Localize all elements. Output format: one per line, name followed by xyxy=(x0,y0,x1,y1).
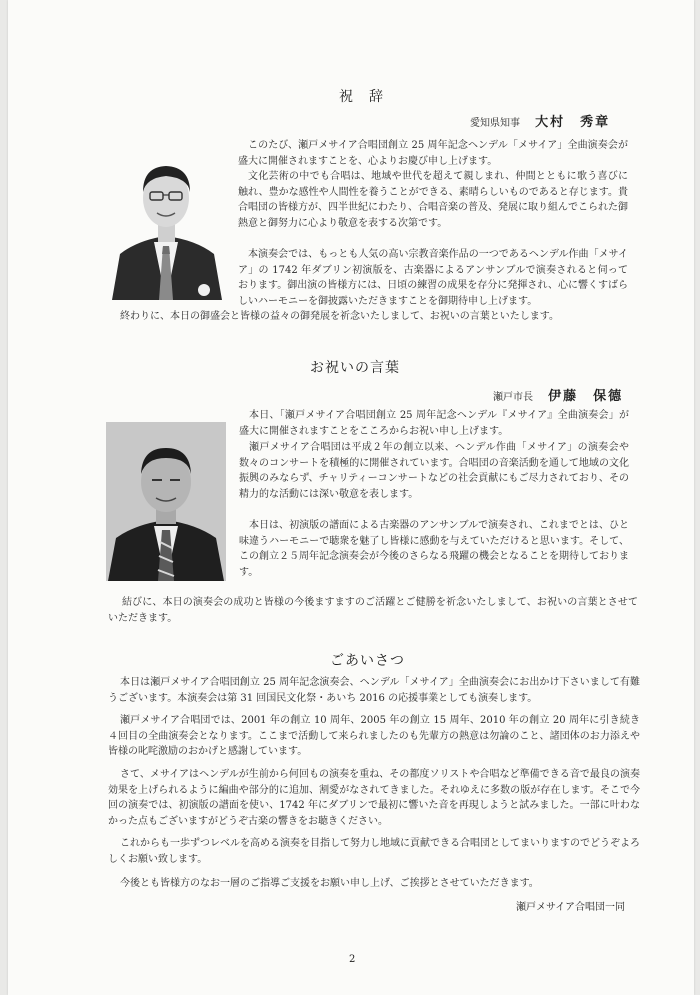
section3-paragraph-5: 今後とも皆様方のなお一層のご指導ご支援をお願い申し上げ、ご挨拶とさせていただきます。 xyxy=(120,878,539,889)
section2-name: 伊藤 保德 xyxy=(548,389,624,404)
section1-heading: 祝 辞 xyxy=(339,89,384,105)
section2-byline xyxy=(493,385,623,404)
section2-heading: お祝いの言葉 xyxy=(310,360,400,376)
section2-paragraph-1: 本日、「瀬戸メサイア合唱団創立 25 周年記念ヘンデル『メサイア』全曲演奏会」が盛大に開催されますことをこころからお祝い申し上げます。 xyxy=(239,410,629,437)
section3-paragraph-2: 瀬戸メサイア合唱団では、2001 年の創立 10 周年、2005 年の創立 15 周年、2010 年の創立 20 周年に引き続き４回目の全曲演奏会となります。ここまで活動して来られましたのも先輩方の熱意は勿論のこと、諸団体のお力添えや皆様の叱咤激励のおかげと感謝しています。 xyxy=(108,715,640,757)
section3-heading: ごあいさつ xyxy=(330,653,405,669)
page-number: 2 xyxy=(349,954,356,965)
section1-byline xyxy=(470,111,610,130)
governor-photo xyxy=(108,150,226,300)
section1-paragraph-3: 本演奏会では、もっとも人気の高い宗教音楽作品の一つであるヘンデル作曲「メサイア」の 1742 年ダブリン初演版を、古楽器によるアンサンブルで演奏されると伺っております。御出演の皆様方には、日頃の練習の成果を存分に発揮され、心に響くすばらしいハーモニーを御披露いただきますことを御期待申し上げます。 xyxy=(238,249,628,307)
section3-paragraph-3: さて、メサイアはヘンデルが生前から何回もの演奏を重ね、その都度ソリストや合唱など準備できる音で最良の演奏効果を上げられるように編曲や部分的に追加、割愛がなされてきました。それゆえに多数の版が存在します。そこで今回の演奏では、初演版の譜面を使い、1742 年にダブリンで最初に響いた音を再現しようと試みました。一部に叶わなかった点もございますがどうぞ古楽の響きをお聴きください。 xyxy=(108,769,640,827)
section1-paragraph-4: 終わりに、本日の御盛会と皆様の益々の御発展を祈念いたしまして、お祝いの言葉といたします。 xyxy=(120,311,559,322)
section2-paragraph-3: 本日は、初演版の譜面による古楽器のアンサンブルで演奏され、これまでとは、ひと味違うハーモニーで聴衆を魅了し皆様に感動を与えていただけると思います。そして、この創立２５周年記念演奏会が今後のさらなる飛躍の機会となることを期待しております。 xyxy=(239,520,629,578)
section1-paragraph-1: このたび、瀬戸メサイア合唱団創立 25 周年記念ヘンデル「メサイア」全曲演奏会が盛大に開催されますことを、心よりお慶び申し上げます。 xyxy=(238,140,628,167)
section1-paragraph-2: 文化芸術の中でも合唱は、地域や世代を超えて親しまれ、仲間とともに歌う喜びに触れ、豊かな感性や人間性を養うことができる、素晴らしいものであると存じます。貴合唱団の皆様方が、四半世紀にわたり、合唱音楽の普及、発展に取り組んでこられた御熱意と御努力に心より敬意を表する次第です。 xyxy=(238,171,628,229)
section2-paragraph-4: 結びに、本日の演奏会の成功と皆様の今後ますますのご活躍とご健勝を祈念いたしまして、お祝いの言葉とさせていただきます。 xyxy=(108,597,638,624)
section3-signoff: 瀬戸メサイア合唱団一同 xyxy=(516,902,625,913)
section3-paragraph-4: これからも一歩ずつレベルを高める演奏を目指して努力し地域に貢献できる合唱団としてまいりますのでどうぞよろしくお願い致します。 xyxy=(108,838,640,865)
section2-role: 瀬戸市長 xyxy=(493,392,533,403)
section1-name: 大村 秀章 xyxy=(535,115,611,130)
mayor-photo xyxy=(106,422,226,581)
page xyxy=(8,0,694,995)
section1-role: 愛知県知事 xyxy=(470,118,520,129)
section2-paragraph-2: 瀬戸メサイア合唱団は平成２年の創立以来、ヘンデル作曲「メサイア」の演奏会や数々のコンサートを積極的に開催されています。合唱団の音楽活動を通して地域の文化振興のみならず、チャリティーコンサートなどの社会貢献にもご尽力されており、その精力的な活動には深い敬意を表します。 xyxy=(239,442,629,500)
section3-paragraph-1: 本日は瀬戸メサイア合唱団創立 25 周年記念演奏会、ヘンデル「メサイア」全曲演奏会にお出かけ下さいまして有難うございます。本演奏会は第 31 回国民文化祭・あいち 2016 の応援事業としても演奏します。 xyxy=(108,677,640,704)
